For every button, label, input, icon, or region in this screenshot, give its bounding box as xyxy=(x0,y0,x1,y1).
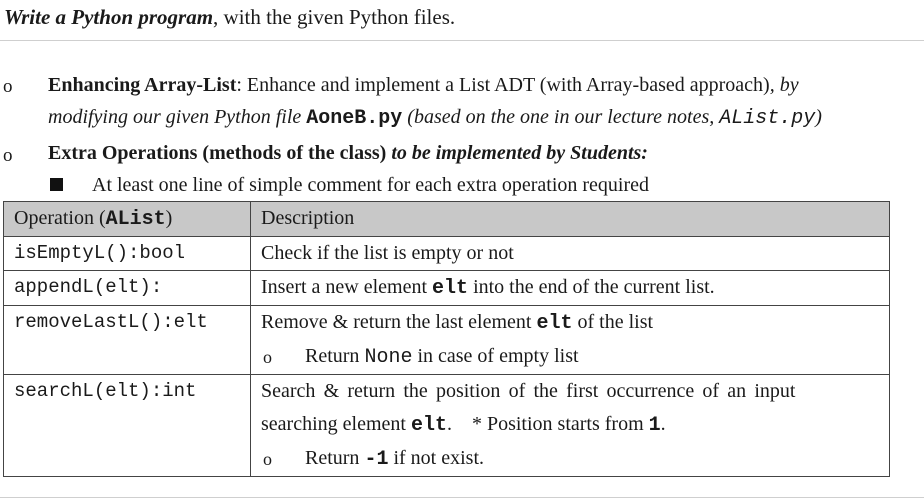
file-name: AoneB.py xyxy=(306,107,403,130)
desc-code: elt xyxy=(432,277,469,300)
desc-line1: Search & return the position of the first occurrence of an input xyxy=(261,380,796,402)
bullet2-heading: Extra Operations (methods of the class) xyxy=(48,142,387,164)
sub-text-end: in case of empty list xyxy=(412,345,579,367)
sub-marker: o xyxy=(263,448,272,469)
op-cell: searchL(elt):int xyxy=(4,375,251,477)
bullet-enhancing-array-list xyxy=(48,69,822,135)
desc-sub-item xyxy=(261,442,879,476)
op-cell: isEmptyL():bool xyxy=(4,237,251,271)
bullet-extra-operations xyxy=(48,137,648,169)
desc-cell: Check if the list is empty or not xyxy=(251,237,890,271)
op-cell: removeLastL():elt xyxy=(4,306,251,375)
header-description: Description xyxy=(251,202,890,237)
bullet-text: : Enhance and implement a List ADT (with Array-based approach) xyxy=(236,74,770,96)
square-bullet-icon xyxy=(50,178,63,191)
sub-code: None xyxy=(364,346,413,369)
sub-bullet-text: At least one line of simple comment for each extra operation required xyxy=(92,174,650,196)
header-op-code: AList xyxy=(105,208,166,231)
sub-marker: o xyxy=(263,346,272,367)
header-operation xyxy=(4,202,251,237)
title-emphasis: Write a Python program xyxy=(4,5,214,29)
operations-table xyxy=(3,201,890,477)
header-op-prefix: Operation ( xyxy=(14,207,106,229)
desc-cell xyxy=(251,306,890,375)
desc-text-end: of the list xyxy=(572,311,654,333)
op-cell: appendL(elt): xyxy=(4,271,251,306)
instruction-title xyxy=(4,3,455,31)
desc-text-end: into the end of the current list. xyxy=(468,276,715,298)
table-row xyxy=(4,237,890,271)
bullet-marker-1: o xyxy=(3,76,13,97)
desc-cell xyxy=(251,271,890,306)
bullet-marker-2: o xyxy=(3,145,13,166)
top-divider xyxy=(0,40,924,41)
desc-code-2: 1 xyxy=(648,414,661,437)
sub-text-end: if not exist. xyxy=(388,447,484,469)
table-row xyxy=(4,306,890,375)
bullet2-text: to be implemented by Students: xyxy=(386,142,648,164)
table-row xyxy=(4,271,890,306)
sub-code: -1 xyxy=(364,448,389,471)
desc-cell xyxy=(251,375,890,477)
closing-paren: ) xyxy=(815,106,822,128)
bullet-line2-rest: (based on the one in our lecture notes, xyxy=(402,106,720,128)
desc-mid: . * Position starts from xyxy=(446,413,649,435)
desc-sub-item xyxy=(261,340,879,374)
desc-end: . xyxy=(660,413,666,435)
sub-text: Return xyxy=(305,345,365,367)
bullet-heading: Enhancing Array-List xyxy=(48,74,237,96)
desc-text: Remove & return the last element xyxy=(261,311,537,333)
table-row xyxy=(4,375,890,477)
desc-code: elt xyxy=(536,312,573,335)
header-op-suffix: ) xyxy=(165,207,173,229)
table-header-row xyxy=(4,202,890,237)
desc-text: Insert a new element xyxy=(261,276,433,298)
bottom-divider xyxy=(0,497,924,498)
desc-line2 xyxy=(261,408,879,442)
title-rest: , with the given Python files. xyxy=(213,5,456,29)
desc-text: searching element xyxy=(261,413,411,435)
sub-text: Return xyxy=(305,447,365,469)
bullet-line2: modifying our given Python file xyxy=(48,106,307,128)
file-name-2: AList.py xyxy=(719,107,816,130)
desc-code: elt xyxy=(410,414,447,437)
bullet-text-italic: , by xyxy=(769,74,799,96)
